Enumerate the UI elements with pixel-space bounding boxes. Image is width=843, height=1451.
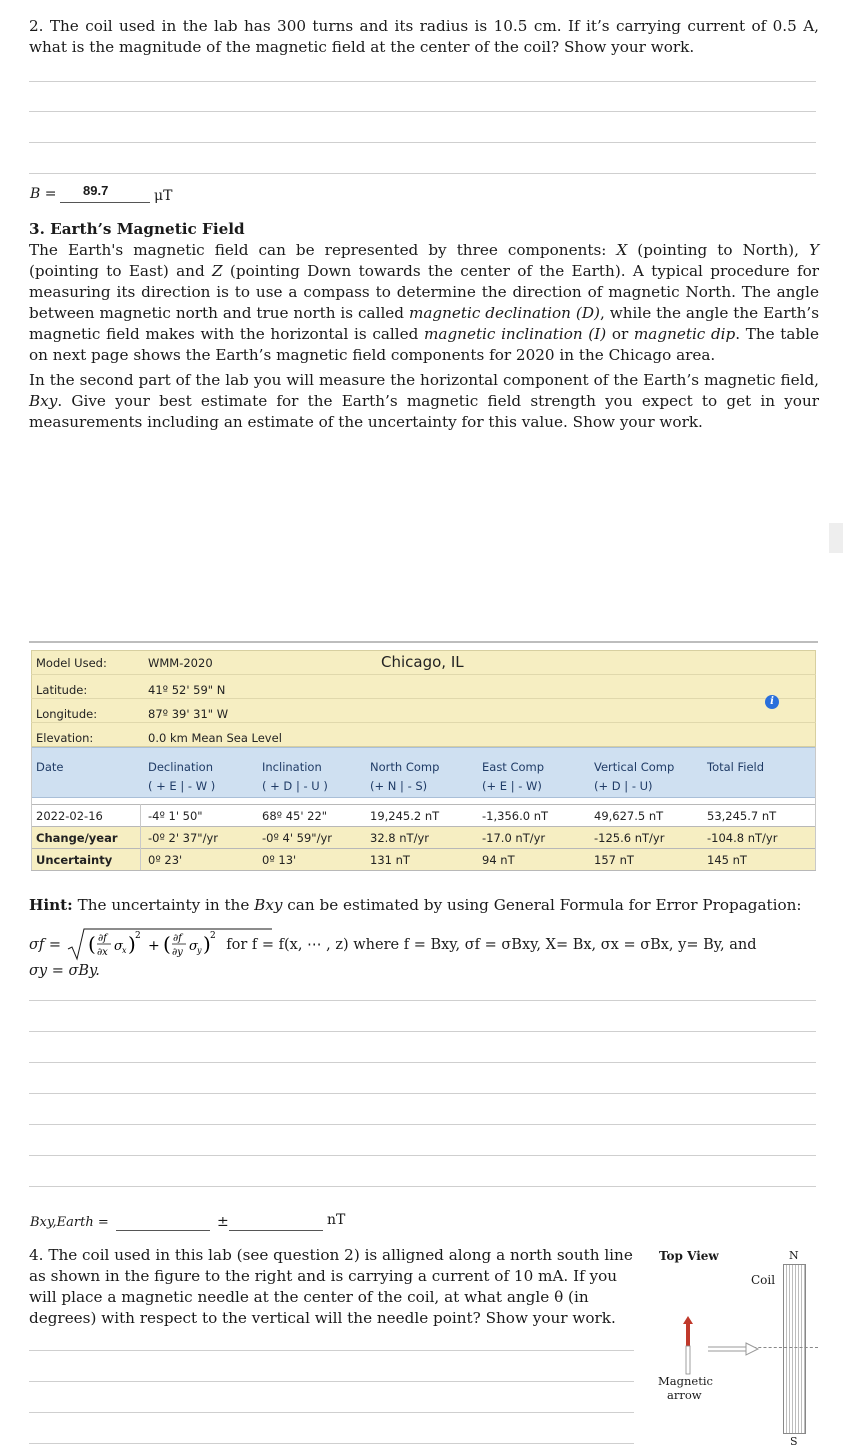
answer-line xyxy=(29,1381,634,1382)
col-header-vertical-sub: (+ D | - U) xyxy=(594,779,653,793)
plus-minus-sign: ± xyxy=(217,1214,229,1230)
bxy-unit: nT xyxy=(327,1212,346,1228)
coil-graphic xyxy=(783,1264,806,1434)
row-vertical: 49,627.5 nT xyxy=(594,809,664,823)
svg-text:σ: σ xyxy=(113,939,123,954)
answer-line xyxy=(29,1186,816,1187)
question-3-title: 3. Earth’s Magnetic Field xyxy=(29,220,245,238)
svg-text:∂x: ∂x xyxy=(96,947,108,958)
row-declination: 0º 23' xyxy=(148,853,183,867)
error-formula: σf = ( ∂f ∂x σ x ) 2 + ( ∂f ∂y σ y ) 2 for f = f(x, ⋯ , z) where f = Bxy, σf = σBxy, X= Bx, σx = σBx, y= By, and xyxy=(29,927,819,963)
answer-line xyxy=(29,1350,634,1351)
b-value-field[interactable] xyxy=(60,182,150,203)
magnetic-needle-icon xyxy=(680,1316,760,1378)
svg-text:∂f: ∂f xyxy=(97,933,107,944)
longitude-value: 87º 39' 31" W xyxy=(148,707,229,721)
magnetic-field-table xyxy=(31,650,816,878)
row-inclination: 68º 45' 22" xyxy=(262,809,328,823)
row-inclination: -0º 4' 59"/yr xyxy=(262,831,333,845)
row-date: 2022-02-16 xyxy=(36,809,103,823)
answer-line xyxy=(29,1412,634,1413)
longitude-label: Longitude: xyxy=(36,707,98,721)
b-label: B = xyxy=(30,186,57,202)
row-vertical: 157 nT xyxy=(594,853,634,867)
b-value: 89.7 xyxy=(83,183,109,198)
bxy-uncertainty-field[interactable] xyxy=(229,1212,323,1231)
coil-label: Coil xyxy=(751,1273,776,1287)
error-formula-line2: σy = σBy. xyxy=(29,963,100,979)
model-label: Model Used: xyxy=(36,656,107,670)
row-north: 32.8 nT/yr xyxy=(370,831,429,845)
answer-line xyxy=(29,1155,816,1156)
bxy-value-field[interactable] xyxy=(116,1212,210,1231)
svg-text:x: x xyxy=(121,946,127,955)
svg-text:(: ( xyxy=(162,932,171,956)
answer-line xyxy=(29,81,816,82)
bxy-earth-label: Bxy,Earth = xyxy=(30,1215,109,1230)
col-header-east-sub: (+ E | - W) xyxy=(482,779,542,793)
row-total: 53,245.7 nT xyxy=(707,809,777,823)
row-change-label: Change/year xyxy=(36,831,118,845)
col-header-vertical: Vertical Comp xyxy=(594,760,675,774)
col-header-inclination-sub: ( + D | - U ) xyxy=(262,779,328,793)
row-north: 19,245.2 nT xyxy=(370,809,440,823)
answer-line xyxy=(29,111,816,112)
model-value: WMM-2020 xyxy=(148,656,213,670)
row-east: 94 nT xyxy=(482,853,515,867)
svg-text:): ) xyxy=(202,932,211,956)
south-label: S xyxy=(790,1435,798,1448)
answer-line xyxy=(29,1000,816,1001)
latitude-label: Latitude: xyxy=(36,683,88,697)
latitude-value: 41º 52' 59" N xyxy=(148,683,226,697)
answer-line xyxy=(29,1124,816,1125)
svg-text:y: y xyxy=(196,946,202,955)
answer-line xyxy=(29,1031,816,1032)
location-title: Chicago, IL xyxy=(381,653,464,671)
needle-label-1: Magnetic xyxy=(658,1374,713,1388)
row-declination: -4º 1' 50" xyxy=(148,809,203,823)
svg-text:(: ( xyxy=(87,932,96,956)
row-vertical: -125.6 nT/yr xyxy=(594,831,665,845)
elevation-value: 0.0 km Mean Sea Level xyxy=(148,731,282,745)
svg-text:): ) xyxy=(127,932,136,956)
svg-text:+: + xyxy=(147,938,160,954)
row-east: -17.0 nT/yr xyxy=(482,831,546,845)
answer-line xyxy=(29,1093,816,1094)
question-3-para2: In the second part of the lab you will measure the horizontal component of the Earth’s magnetic field, Bxy. Give your best estimate for the Earth’s magnetic field strength you expect to get in your measurements including an estimate of the uncertainty for this value. Show your work. xyxy=(29,371,819,431)
col-header-east: East Comp xyxy=(482,760,545,774)
question-3-para1: The Earth's magnetic field can be represented by three components: X (pointing to North), Y (pointing to East) and Z (pointing Down towards the center of the Earth). A typical procedure for measuring its direction is to use a compass to determine the direction of magnetic North. The angle between magnetic north and true north is called magnetic declination (D), while the angle the Earth’s magnetic field makes with the horizontal is called magnetic inclination (I) or magnetic dip. The table on next page shows the Earth’s magnetic field components for 2020 in the Chicago area. xyxy=(29,241,820,364)
row-declination: -0º 2' 37"/yr xyxy=(148,831,219,845)
answer-line xyxy=(29,173,816,174)
col-header-date: Date xyxy=(36,760,64,774)
answer-line xyxy=(29,1443,634,1444)
table-top-rule xyxy=(29,641,818,643)
row-total: -104.8 nT/yr xyxy=(707,831,778,845)
col-header-north-sub: (+ N | - S) xyxy=(370,779,428,793)
col-header-north: North Comp xyxy=(370,760,440,774)
row-inclination: 0º 13' xyxy=(262,853,297,867)
row-uncertainty-label: Uncertainty xyxy=(36,853,113,867)
col-header-declination-sub: ( + E | - W ) xyxy=(148,779,216,793)
question-2-text: 2. The coil used in the lab has 300 turns and its radius is 10.5 cm. If it’s carrying current of 0.5 A, what is the magnitude of the magnetic field at the center of the coil? Show your work. xyxy=(29,17,819,56)
col-header-declination: Declination xyxy=(148,760,214,774)
col-header-inclination: Inclination xyxy=(262,760,322,774)
svg-text:2: 2 xyxy=(134,931,141,941)
row-total: 145 nT xyxy=(707,853,747,867)
question-4-text: 4. The coil used in this lab (see question 2) is alligned along a north south line as shown in the figure to the right and is carrying a current of 10 mA. If you will place a magnetic needle at the center of the coil, at what angle θ (in degrees) with respect to the vertical will the needle point? Show your work. xyxy=(29,1246,633,1327)
col-header-total: Total Field xyxy=(707,760,765,774)
answer-line xyxy=(29,142,816,143)
needle-label-2: arrow xyxy=(667,1388,702,1402)
b-unit: μT xyxy=(154,188,173,204)
info-icon[interactable]: i xyxy=(765,695,779,709)
figure-title: Top View xyxy=(659,1249,719,1263)
row-north: 131 nT xyxy=(370,853,410,867)
svg-text:2: 2 xyxy=(209,931,216,941)
svg-text:∂f: ∂f xyxy=(172,933,182,944)
answer-line xyxy=(29,1062,816,1063)
page-edge-marker xyxy=(829,523,843,553)
hint-text: Hint: The uncertainty in the Bxy can be estimated by using General Formula for Error Propagation: xyxy=(29,896,802,914)
svg-text:σ: σ xyxy=(188,939,198,954)
north-label: N xyxy=(789,1249,799,1262)
row-east: -1,356.0 nT xyxy=(482,809,549,823)
elevation-label: Elevation: xyxy=(36,731,94,745)
svg-text:∂y: ∂y xyxy=(171,947,183,958)
